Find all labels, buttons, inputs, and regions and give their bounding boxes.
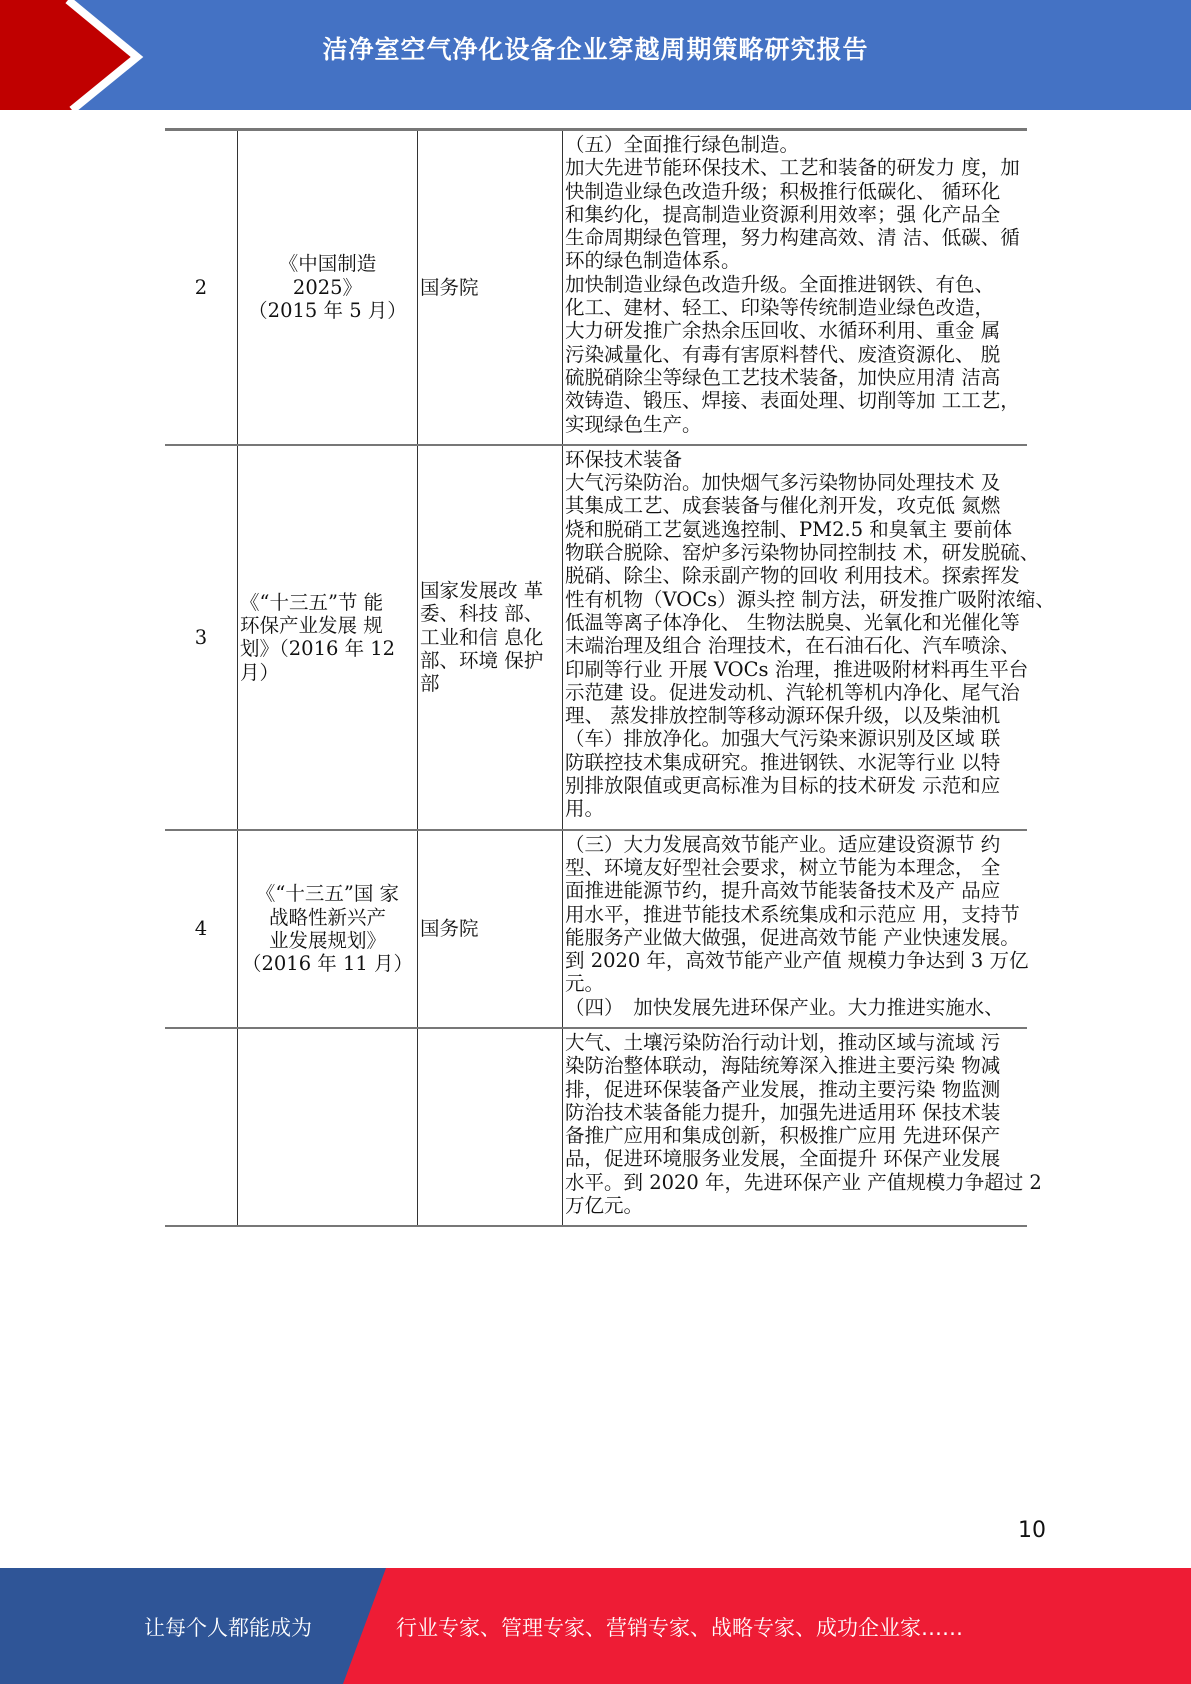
policy-line: 2025》 [292, 275, 363, 299]
row-number-cell [165, 830, 238, 1028]
content-line: 硫脱硝除尘等绿色工艺技术装备，加快应用清 洁高 [565, 365, 1001, 389]
content-line: 面推进能源节约，提升高效节能装备技术及产 品应 [565, 879, 1001, 903]
content-line: 其集成工艺、成套装备与催化剂开发，攻克低 氮燃 [565, 494, 1001, 518]
policy-name-cell [238, 130, 418, 445]
content-line: 物联合脱除、窑炉多污染物协同控制技 术，研发脱硫、 [565, 541, 1040, 565]
content-line: 烧和脱硝工艺氨逃逸控制、PM2.5 和臭氧主 要前体 [565, 517, 1012, 541]
content-line: 印刷等行业 开展 VOCs 治理，推进吸附材料再生平台 [565, 657, 1029, 681]
content-line: 型、环境友好型社会要求，树立节能为本理念， 全 [565, 855, 1001, 879]
content-line: 环保技术装备 [565, 447, 683, 471]
content-line: （五）全面推行绿色制造。 [565, 133, 800, 156]
row-number: 2 [194, 275, 208, 299]
policy-line: 划》（2016 年 12 [240, 637, 396, 661]
content-line: 能服务产业做大做强，促进高效节能 产业快速发展。 [565, 925, 1020, 949]
row-number: 4 [194, 917, 208, 941]
content-line: 大气、土壤污染防治行动计划，推动区域与流域 污 [565, 1030, 1001, 1054]
issuer-line: 工业和信 息化 [420, 625, 544, 649]
content-line: 防治技术装备能力提升，加强先进适用环 保技术装 [565, 1100, 1001, 1124]
policy-line: 业发展规划》 [268, 928, 386, 952]
content-cell [563, 1028, 1042, 1226]
content-cell [563, 130, 1028, 445]
content-line: 水平。到 2020 年，先进环保产业 产值规模力争超过 2 [565, 1170, 1042, 1194]
issuer-cell [418, 830, 563, 1028]
footer-slogan-left: 让每个人都能成为 [144, 1616, 312, 1640]
report-title: 洁净室空气净化设备企业穿越周期策略研究报告 [322, 35, 869, 64]
policy-name-cell [238, 445, 418, 830]
table-row [165, 1028, 1027, 1226]
page-number: 10 [1018, 1518, 1046, 1543]
content-line: 排，促进环保装备产业发展，推动主要污染 物监测 [565, 1077, 1001, 1101]
policy-line: （2016 年 11 月） [241, 952, 414, 976]
content-line: 用水平，推进节能技术系统集成和示范应 用，支持节 [565, 902, 1020, 926]
issuer-line: 部、环境 保护 [420, 648, 544, 672]
issuer-cell [418, 130, 563, 445]
table-row [165, 830, 1027, 1028]
table-row [165, 130, 1027, 445]
content-line: 品，促进环境服务业发展，全面提升 环保产业发展 [565, 1147, 1001, 1171]
content-line: 大气污染防治。加快烟气多污染物协同处理技术 及 [565, 471, 1001, 495]
content-line: 备推广应用和集成创新，积极推广应用 先进环保产 [565, 1124, 1001, 1148]
page-header [0, 0, 1191, 110]
issuer-line: 国家发展改 革 [420, 578, 544, 602]
policy-line: 《“十三五”节 能 [240, 590, 384, 614]
content-line: 实现绿色生产。 [565, 412, 702, 436]
content-line: 万亿元。 [565, 1194, 644, 1218]
content-line: 末端治理及组合 治理技术，在石油石化、汽车喷涂、 [565, 634, 1020, 658]
content-line: 加大先进节能环保技术、工艺和装备的研发力 度，加 [565, 156, 1020, 180]
row-number: 3 [194, 625, 208, 649]
policy-name-cell [238, 830, 418, 1028]
content-line: 污染减量化、有毒有害原料替代、废渣资源化、 脱 [565, 342, 1001, 366]
content-line: 生命周期绿色管理，努力构建高效、清 洁、低碳、循 [565, 226, 1020, 250]
row-number-cell [165, 1028, 238, 1226]
content-line: 理、 蒸发排放控制等移动源环保升级，以及柴油机 [565, 704, 1001, 728]
policy-line: 《“十三五”国 家 [255, 882, 400, 906]
policy-line: （2015 年 5 月） [248, 299, 407, 323]
issuer-cell [418, 1028, 563, 1226]
content-line: 元。 [565, 972, 605, 996]
policy-name-cell [238, 1028, 418, 1226]
content-line: 示范建 设。促进发动机、汽轮机等机内净化、尾气治 [565, 680, 1020, 704]
content-line: 和集约化，提高制造业资源利用效率；强 化产品全 [565, 202, 1001, 226]
content-line: 别排放限值或更高标准为目标的技术研发 示范和应 [565, 774, 1001, 798]
policy-line: 《中国制造 [278, 252, 377, 276]
content-line: 加快制造业绿色改造升级。全面推进钢铁、有色、 [565, 272, 995, 296]
content-line: 到 2020 年，高效节能产业产值 规模力争达到 3 万亿 [565, 949, 1029, 973]
content-line: 低温等离子体净化、 生物法脱臭、光氧化和光催化等 [565, 610, 1020, 634]
content-cell [563, 445, 1055, 830]
content-line: 环的绿色制造体系。 [565, 249, 741, 273]
policy-line: 战略性新兴产 [268, 905, 386, 929]
content-line: 大力研发推广余热余压回收、水循环利用、重金 属 [565, 319, 1001, 343]
content-line: 用。 [565, 797, 605, 821]
content-line: 性有机物（VOCs）源头控 制方法，研发推广吸附浓缩、 [565, 587, 1055, 611]
row-number-cell [165, 130, 238, 445]
page-footer [0, 1568, 1191, 1684]
issuer-line: 国务院 [420, 917, 479, 941]
content-line: 防联控技术集成研究。推进钢铁、水泥等行业 以特 [565, 750, 1001, 774]
issuer-line: 国务院 [420, 275, 479, 299]
content-line: 染防治整体联动，海陆统筹深入推进主要污染 物减 [565, 1054, 1001, 1078]
issuer-line: 委、科技 部、 [420, 602, 544, 626]
row-number-cell [165, 445, 238, 830]
table-row [165, 445, 1027, 830]
policy-line: 月） [240, 660, 280, 684]
content-cell [563, 830, 1028, 1028]
policy-line: 环保产业发展 规 [240, 613, 383, 637]
content-line: 化工、建材、轻工、印染等传统制造业绿色改造， [565, 296, 995, 320]
issuer-line: 部 [420, 672, 440, 696]
content-line: 效铸造、锻压、焊接、表面处理、切削等加 工工艺， [565, 389, 1020, 413]
content-line: 脱硝、除尘、除汞副产物的回收 利用技术。探索挥发 [565, 564, 1020, 588]
content-line: （三）大力发展高效节能产业。适应建设资源节 约 [565, 832, 1001, 856]
footer-slogan-right: 行业专家、管理专家、营销专家、战略专家、成功企业家…… [396, 1616, 963, 1640]
policy-table [165, 128, 1055, 1227]
content-line: 快制造业绿色改造升级；积极推行低碳化、 循环化 [565, 179, 1001, 203]
content-line: （四） 加快发展先进环保产业。大力推进实施水、 [565, 995, 1004, 1019]
issuer-cell [418, 445, 563, 830]
content-line: （车）排放净化。加强大气污染来源识别及区域 联 [565, 727, 1001, 751]
